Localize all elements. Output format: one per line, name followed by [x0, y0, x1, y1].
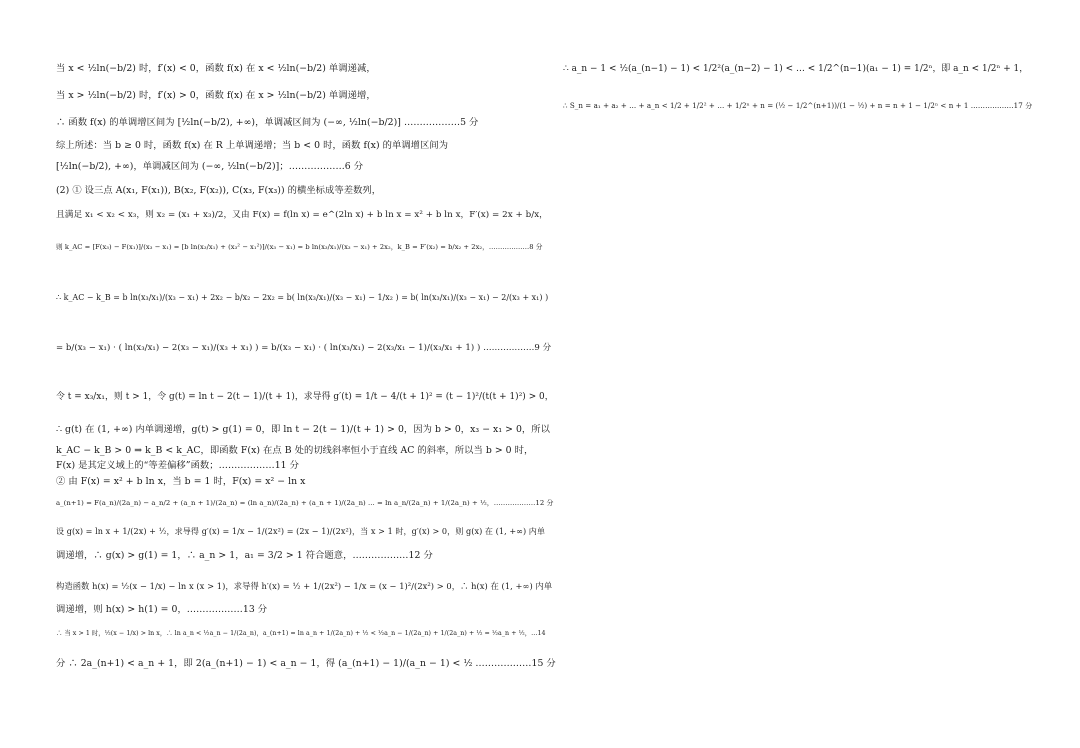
text-line: ∴ 函数 f(x) 的单调增区间为 [½ln(−b/2), +∞)，单调减区间为 (−∞, ½ln(−b/2)] ………………5 分 — [56, 117, 479, 128]
text-line: 当 x < ½ln(−b/2) 时，f′(x) < 0，函数 f(x) 在 x < ½ln(−b/2) 单调递减， — [56, 63, 376, 74]
text-line: 调递增，则 h(x) > h(1) = 0，………………13 分 — [56, 604, 268, 615]
text-line: 分 ∴ 2a_(n+1) < a_n + 1，即 2(a_(n+1) − 1) < a_n − 1，得 (a_(n+1) − 1)/(a_n − 1) < ½ ………………15 分 — [56, 658, 556, 669]
text-line: ∴ S_n = a₁ + a₂ + … + a_n < 1/2 + 1/2² + … + 1/2ⁿ + n = (½ − 1/2^(n+1))/(1 − ½) + n = n + 1 − 1/2ⁿ < n + 1 ………………17 分 — [563, 101, 1033, 110]
text-line: 当 x > ½ln(−b/2) 时，f′(x) > 0，函数 f(x) 在 x > ½ln(−b/2) 单调递增， — [56, 90, 376, 101]
text-line: 则 k_AC = [F(x₃) − F(x₁)]/(x₃ − x₁) = [b ln(x₃/x₁) + (x₃² − x₁²)]/(x₃ − x₁) = b ln(x₃/x₁)/(x₃ − x₁) + 2x₂，k_B = F′(x₂) = b/x₂ + 2x₂，………………8 分 — [56, 243, 543, 251]
text-line: ∴ g(t) 在 (1, +∞) 内单调递增，g(t) > g(1) = 0，即 ln t − 2(t − 1)/(t + 1) > 0，因为 b > 0，x₃ − x₁ > 0，所以 — [56, 424, 550, 435]
text-line: = b/(x₃ − x₁) · ( ln(x₃/x₁) − 2(x₃ − x₁)/(x₃ + x₁) ) = b/(x₃ − x₁) · ( ln(x₃/x₁) − 2(x₃/x₁ − 1)/(x₃/x₁ + 1) ) ………………9 分 — [56, 343, 552, 353]
text-line: k_AC − k_B > 0 ⇒ k_B < k_AC，即函数 F(x) 在点 B 处的切线斜率恒小于直线 AC 的斜率，所以当 b > 0 时， — [56, 445, 534, 456]
text-line: ∴ k_AC − k_B = b ln(x₃/x₁)/(x₃ − x₁) + 2x₂ − b/x₂ − 2x₂ = b( ln(x₃/x₁)/(x₃ − x₁) − 1/x₂ ) = b( ln(x₃/x₁)/(x₃ − x₁) − 2/(x₃ + x₁) ) — [56, 293, 549, 302]
text-line: ∴ 当 x > 1 时，½(x − 1/x) > ln x，∴ ln a_n < ½a_n − 1/(2a_n)，a_(n+1) = ln a_n + 1/(2a_n) + ½ < ½a_n − 1/(2a_n) + 1/(2a_n) + ½ = ½a_n + ½，…14 — [56, 630, 546, 637]
text-line: [½ln(−b/2), +∞)，单调减区间为 (−∞, ½ln(−b/2)]；………………6 分 — [56, 161, 364, 172]
text-line: 构造函数 h(x) = ½(x − 1/x) − ln x (x > 1)，求导得 h′(x) = ½ + 1/(2x²) − 1/x = (x − 1)²/(2x²) > 0，∴ h(x) 在 (1, +∞) 内单 — [56, 581, 553, 591]
text-line: 令 t = x₃/x₁，则 t > 1，令 g(t) = ln t − 2(t − 1)/(t + 1)，求导得 g′(t) = 1/t − 4/(t + 1)² = (t − 1)²/(t(t + 1)²) > 0， — [56, 392, 554, 402]
text-line: 综上所述：当 b ≥ 0 时，函数 f(x) 在 R 上单调递增；当 b < 0 时，函数 f(x) 的单调增区间为 — [56, 140, 449, 151]
text-line: 调递增，∴ g(x) > g(1) = 1，∴ a_n > 1，a₁ = 3/2 > 1 符合题意，………………12 分 — [56, 550, 433, 561]
text-line: (2) ① 设三点 A(x₁, F(x₁)), B(x₂, F(x₂)), C(x₃, F(x₃)) 的横坐标成等差数列， — [56, 185, 382, 196]
text-line: 且满足 x₁ < x₂ < x₃，则 x₂ = (x₁ + x₃)/2，又由 F(x) = f(ln x) = e^(2ln x) + b ln x = x² + b ln x，F′(x) = 2x + b/x， — [56, 210, 548, 220]
text-line: F(x) 是其定义域上的“等差偏移”函数；………………11 分 — [56, 460, 299, 471]
text-line: ∴ a_n − 1 < ½(a_(n−1) − 1) < 1/2²(a_(n−2) − 1) < … < 1/2^(n−1)(a₁ − 1) = 1/2ⁿ，即 a_n < 1/2ⁿ + 1， — [563, 64, 1029, 74]
text-line: 设 g(x) = ln x + 1/(2x) + ½，求导得 g′(x) = 1/x − 1/(2x²) = (2x − 1)/(2x²)，当 x > 1 时，g′(x) > 0，则 g(x) 在 (1, +∞) 内单 — [56, 526, 546, 536]
text-line: ② 由 F(x) = x² + b ln x，当 b = 1 时，F(x) = x² − ln x — [56, 476, 306, 487]
text-line: a_(n+1) = F(a_n)/(2a_n) − a_n/2 + (a_n + 1)/(2a_n) = (ln a_n)/(2a_n) + (a_n + 1)/(2a_n) ... = ln a_n/(2a_n) + 1/(2a_n) + ½，………………12 分 — [56, 499, 554, 507]
